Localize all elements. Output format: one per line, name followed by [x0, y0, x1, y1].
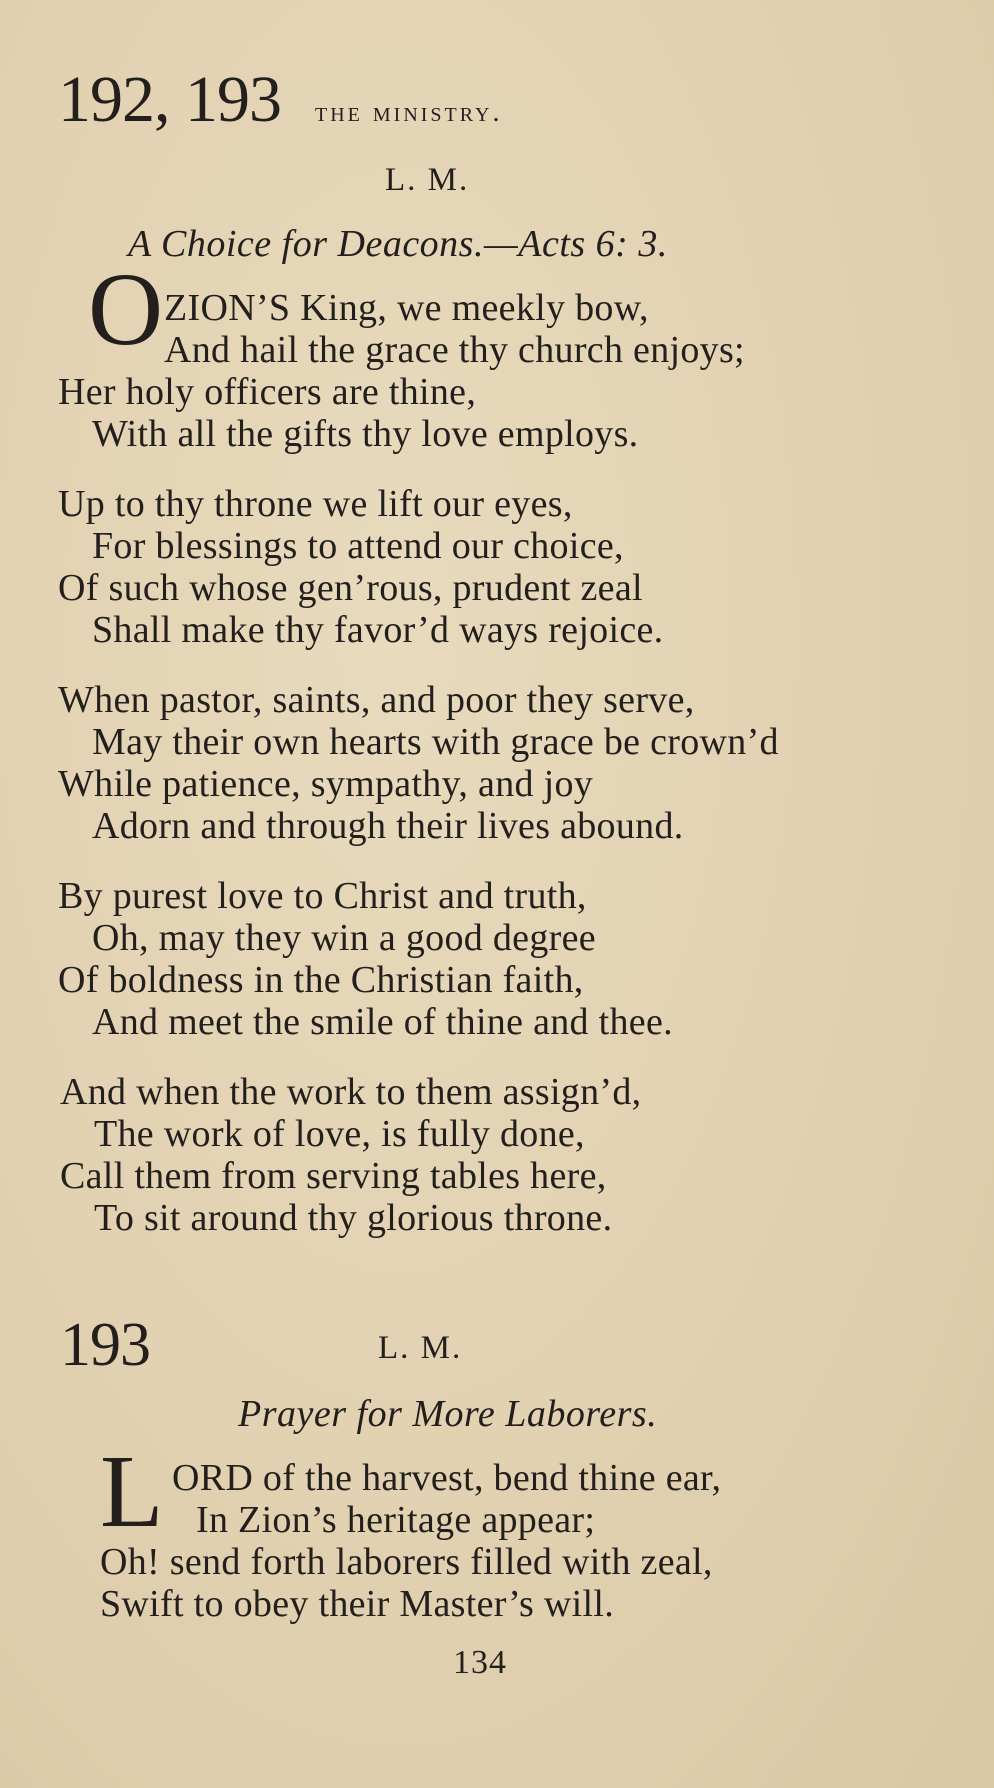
stanza-line: ORD of the harvest, bend thine ear, — [172, 1457, 722, 1499]
stanza-line: The work of love, is fully done, — [94, 1113, 585, 1155]
stanza-line: Oh, may they win a good degree — [92, 917, 596, 959]
hymn-192-meter: L. M. — [385, 162, 470, 198]
running-head-hymn-numbers: 192, 193 — [58, 63, 281, 136]
hymn-193-meter: L. M. — [378, 1330, 463, 1366]
hymn-192-drop-cap: O — [88, 252, 164, 367]
page-number: 134 — [453, 1644, 507, 1681]
stanza-line: Of such whose gen’rous, prudent zeal — [58, 567, 643, 609]
hymn-193-title: Prayer for More Laborers. — [238, 1393, 658, 1435]
stanza-line: For blessings to attend our choice, — [92, 525, 624, 567]
stanza-line: May their own hearts with grace be crown’d — [92, 721, 779, 763]
hymn-193-number: 193 — [60, 1311, 150, 1379]
stanza-line: Of boldness in the Christian faith, — [58, 959, 584, 1001]
stanza-line: Oh! send forth laborers filled with zeal, — [100, 1541, 713, 1583]
stanza-line: In Zion’s heritage appear; — [196, 1499, 596, 1541]
stanza-line: With all the gifts thy love employs. — [92, 413, 639, 455]
running-head — [58, 62, 502, 142]
stanza-line: Swift to obey their Master’s will. — [100, 1583, 614, 1625]
stanza-line: Up to thy throne we lift our eyes, — [58, 483, 573, 525]
hymn-193-drop-cap: L — [100, 1434, 164, 1549]
stanza-line: Call them from serving tables here, — [60, 1155, 607, 1197]
stanza-line: Adorn and through their lives abound. — [92, 805, 684, 847]
running-head-section-title: the ministry. — [315, 97, 503, 128]
stanza-line: And when the work to them assign’d, — [60, 1071, 642, 1113]
hymn-192-title: A Choice for Deacons.—Acts 6: 3. — [128, 223, 668, 265]
stanza-line: ZION’S King, we meekly bow, — [164, 287, 649, 329]
stanza-line: By purest love to Christ and truth, — [58, 875, 587, 917]
stanza-line: And hail the grace thy church enjoys; — [164, 329, 745, 371]
stanza-line: To sit around thy glorious throne. — [94, 1197, 613, 1239]
stanza-line: And meet the smile of thine and thee. — [92, 1001, 673, 1043]
stanza-line: Shall make thy favor’d ways rejoice. — [92, 609, 664, 651]
stanza-line: While patience, sympathy, and joy — [58, 763, 594, 805]
stanza-line: When pastor, saints, and poor they serve, — [58, 679, 695, 721]
stanza-line: Her holy officers are thine, — [58, 371, 477, 413]
